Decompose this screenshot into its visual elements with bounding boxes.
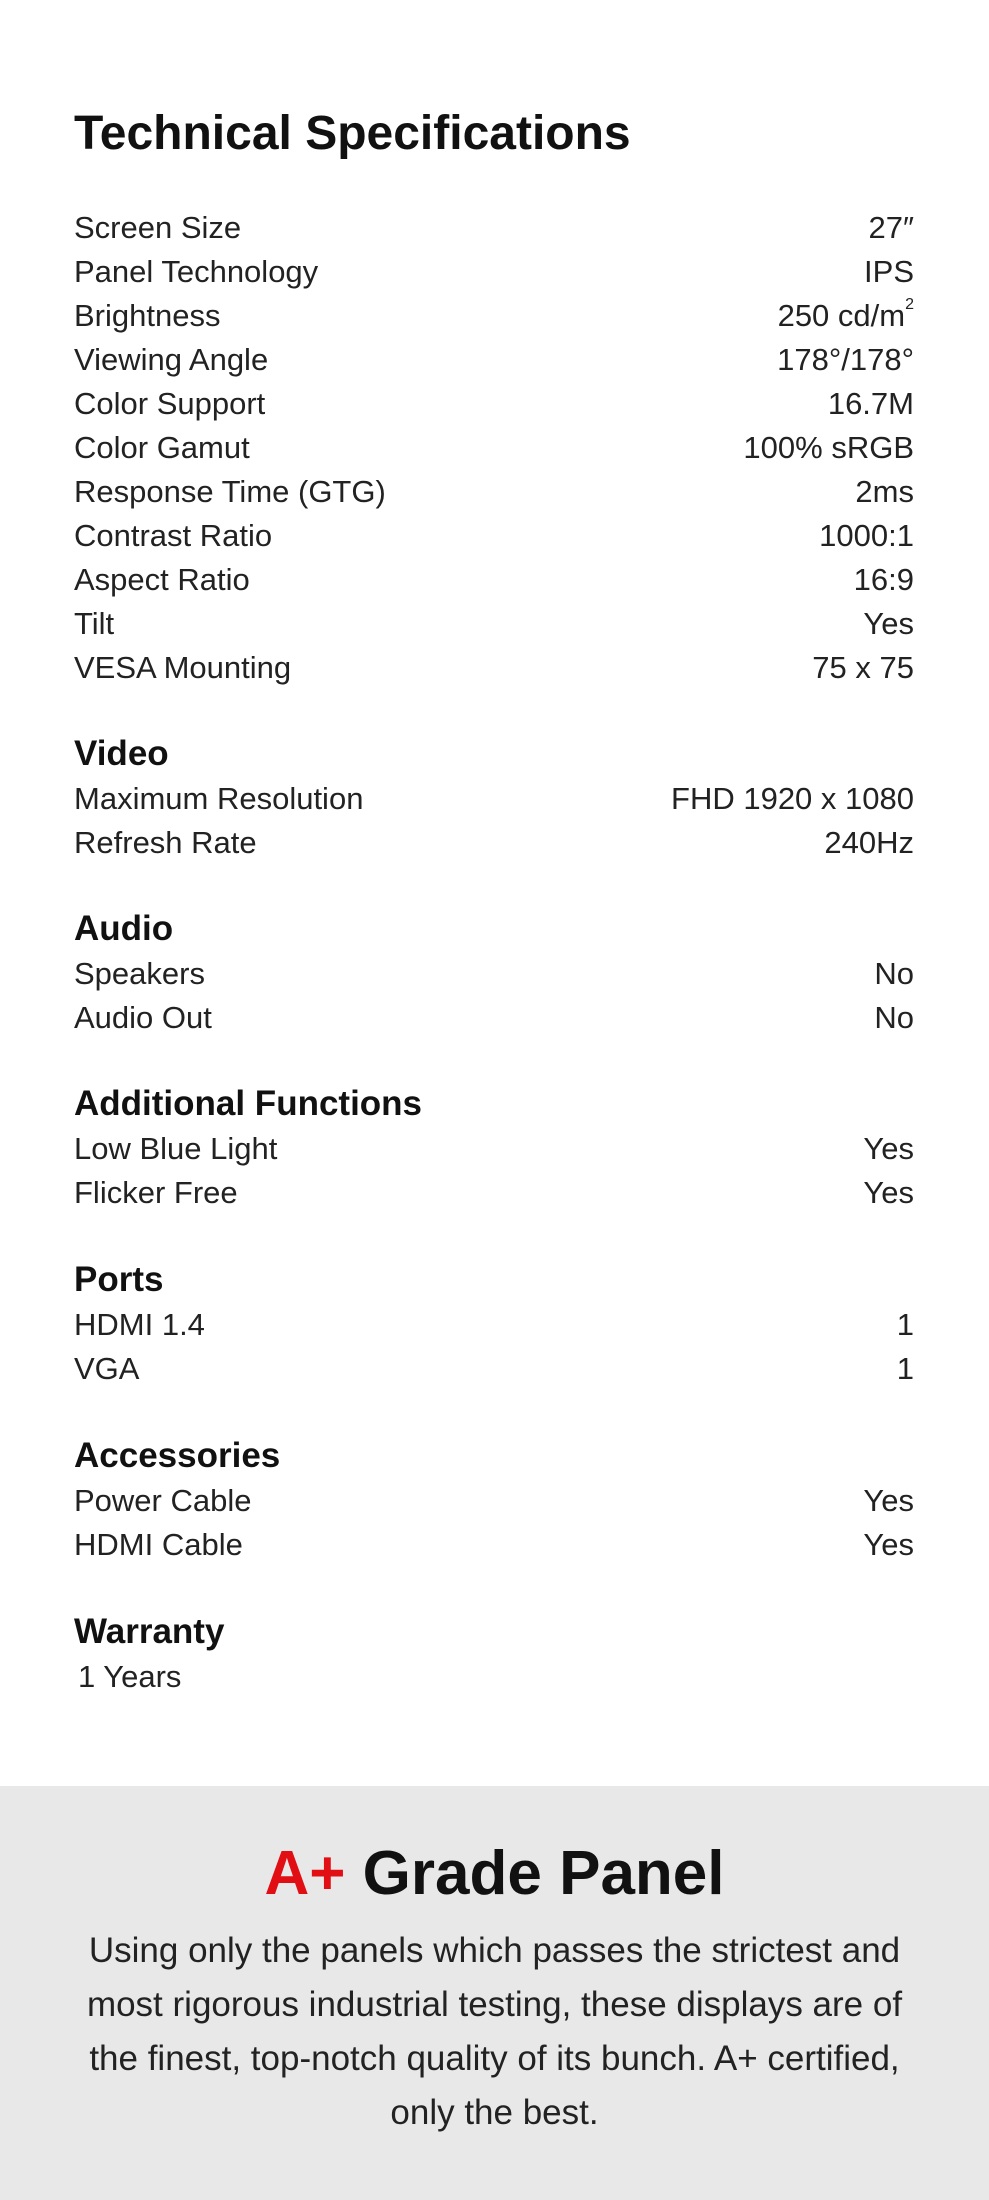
spec-value: Yes bbox=[863, 1131, 914, 1166]
spec-value: No bbox=[874, 956, 914, 991]
section-heading-warranty: Warranty bbox=[74, 1612, 225, 1651]
spec-row-tilt bbox=[74, 602, 914, 646]
spec-row-brightness bbox=[74, 294, 914, 338]
spec-value: IPS bbox=[864, 254, 914, 289]
spec-value: 2ms bbox=[855, 474, 914, 509]
spec-label: Speakers bbox=[74, 956, 205, 991]
brightness-superscript: 2 bbox=[905, 296, 914, 313]
warranty-text: 1 Years bbox=[78, 1659, 182, 1694]
brightness-value: 250 cd/m bbox=[777, 298, 906, 333]
spec-label: Audio Out bbox=[74, 1000, 212, 1035]
spec-row-viewing-angle bbox=[74, 338, 914, 382]
spec-value: 1 bbox=[896, 1307, 914, 1342]
spec-value: No bbox=[874, 1000, 914, 1035]
spec-value: FHD 1920 x 1080 bbox=[671, 781, 914, 816]
spec-row-screen-size bbox=[74, 206, 914, 250]
spec-label: HDMI Cable bbox=[74, 1527, 243, 1562]
spec-row-flicker-free bbox=[74, 1171, 914, 1215]
grade-heading-text: Grade Panel bbox=[345, 1839, 725, 1908]
spec-label: Screen Size bbox=[74, 210, 242, 245]
spec-row-aspect-ratio bbox=[74, 558, 914, 602]
spec-row-vesa-mounting bbox=[74, 646, 914, 690]
spec-row-hdmi-cable bbox=[74, 1523, 914, 1567]
grade-panel-heading bbox=[0, 1836, 989, 1912]
spec-label: VGA bbox=[74, 1351, 140, 1386]
spec-row-panel-technology bbox=[74, 250, 914, 294]
spec-value: Yes bbox=[863, 1175, 914, 1210]
section-heading-accessories: Accessories bbox=[74, 1436, 281, 1475]
spec-label: Color Gamut bbox=[74, 430, 250, 465]
spec-value: 16:9 bbox=[853, 562, 914, 597]
spec-value: Yes bbox=[863, 606, 914, 641]
spec-row-maximum-resolution bbox=[74, 777, 914, 821]
spec-label: Color Support bbox=[74, 386, 266, 421]
spec-value: 240Hz bbox=[824, 825, 914, 860]
spec-row-hdmi bbox=[74, 1303, 914, 1347]
section-heading-ports: Ports bbox=[74, 1260, 164, 1299]
spec-value: 1000:1 bbox=[819, 518, 914, 553]
spec-value: 1 bbox=[896, 1351, 914, 1386]
spec-label: Refresh Rate bbox=[74, 825, 257, 860]
grade-panel-description: Using only the panels which passes the strictest and most rigorous industrial testing, these displays are of the finest, top-notch quality of its bunch. A+ certified, only the best. bbox=[86, 1931, 903, 2132]
page-title: Technical Specifications bbox=[74, 107, 631, 160]
spec-row-speakers bbox=[74, 952, 914, 996]
spec-label: Contrast Ratio bbox=[74, 518, 273, 553]
spec-row-color-support bbox=[74, 382, 914, 426]
spec-value: 27″ bbox=[868, 210, 914, 245]
spec-row-contrast-ratio bbox=[74, 514, 914, 558]
spec-label: Flicker Free bbox=[74, 1175, 238, 1210]
section-heading-video: Video bbox=[74, 734, 169, 773]
spec-value: 16.7M bbox=[827, 386, 914, 421]
spec-label: Aspect Ratio bbox=[74, 562, 250, 597]
spec-row-color-gamut bbox=[74, 426, 914, 470]
section-heading-additional-functions: Additional Functions bbox=[74, 1084, 423, 1123]
spec-label: VESA Mounting bbox=[74, 650, 292, 685]
spec-value: Yes bbox=[863, 1483, 914, 1518]
section-heading-audio: Audio bbox=[74, 909, 174, 948]
spec-label: Maximum Resolution bbox=[74, 781, 364, 816]
spec-value: Yes bbox=[863, 1527, 914, 1562]
grade-panel-banner bbox=[0, 1786, 989, 2200]
spec-label: Response Time (GTG) bbox=[74, 474, 386, 509]
spec-label: Viewing Angle bbox=[74, 342, 269, 377]
spec-label: Power Cable bbox=[74, 1483, 252, 1518]
spec-value bbox=[778, 298, 914, 334]
spec-label: Panel Technology bbox=[74, 254, 319, 289]
spec-label: Tilt bbox=[74, 606, 115, 641]
spec-row-vga bbox=[74, 1347, 914, 1391]
spec-label: Low Blue Light bbox=[74, 1131, 278, 1166]
spec-row-refresh-rate bbox=[74, 821, 914, 865]
spec-row-low-blue-light bbox=[74, 1127, 914, 1171]
spec-row-response-time bbox=[74, 470, 914, 514]
spec-row-power-cable bbox=[74, 1479, 914, 1523]
spec-label: HDMI 1.4 bbox=[74, 1307, 205, 1342]
spec-value: 100% sRGB bbox=[743, 430, 914, 465]
grade-accent: A+ bbox=[264, 1839, 346, 1908]
spec-label: Brightness bbox=[74, 298, 221, 333]
spec-row-audio-out bbox=[74, 996, 914, 1040]
spec-value: 75 x 75 bbox=[812, 650, 914, 685]
spec-value: 178°/178° bbox=[777, 342, 914, 377]
